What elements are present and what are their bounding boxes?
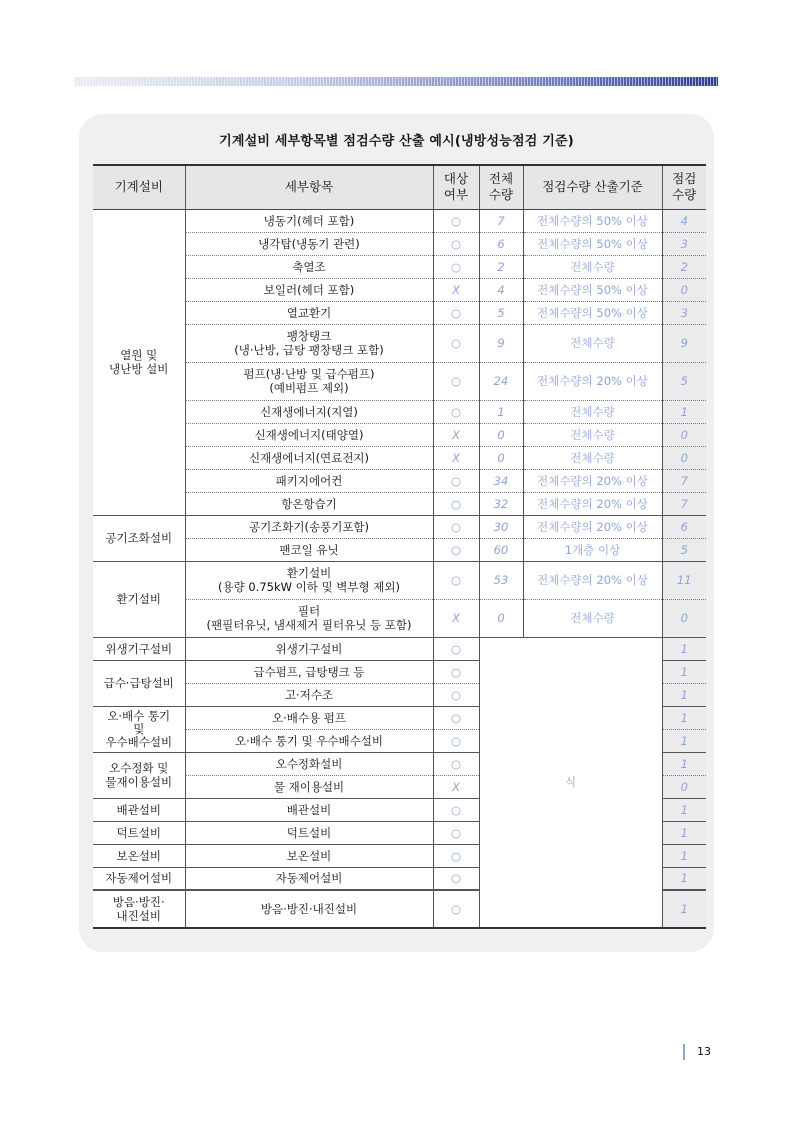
item-cell: 오·배수용 펌프 [185, 706, 433, 729]
basis-cell: 전체수량의 20% 이상 [523, 515, 662, 538]
target-cell: ○ [433, 752, 479, 775]
count-cell: 1 [662, 683, 706, 706]
count-cell: 1 [662, 637, 706, 660]
target-cell: X [433, 599, 479, 637]
target-cell: ○ [433, 255, 479, 278]
basis-cell: 전체수량의 50% 이상 [523, 278, 662, 301]
item-cell: 냉동기(헤더 포함) [185, 209, 433, 232]
target-cell: X [433, 423, 479, 446]
total-cell: 1 [479, 400, 523, 423]
total-cell: 9 [479, 324, 523, 362]
total-cell: 60 [479, 538, 523, 561]
count-cell: 1 [662, 890, 706, 928]
item-cell: 펌프(냉·난방 및 급수펌프) (예비펌프 제외) [185, 362, 433, 400]
count-cell: 4 [662, 209, 706, 232]
target-cell: ○ [433, 469, 479, 492]
item-cell: 급수펌프, 급탕탱크 등 [185, 660, 433, 683]
total-cell: 30 [479, 515, 523, 538]
page-number-bar [683, 1044, 685, 1060]
item-cell: 보온설비 [185, 844, 433, 867]
group-ventilation: 환기설비 [93, 561, 185, 637]
count-cell: 3 [662, 301, 706, 324]
item-cell: 패키지에어컨 [185, 469, 433, 492]
basis-cell: 1개층 이상 [523, 538, 662, 561]
total-cell: 34 [479, 469, 523, 492]
target-cell: ○ [433, 844, 479, 867]
header-item: 세부항목 [185, 165, 433, 209]
total-cell: 32 [479, 492, 523, 515]
count-cell: 5 [662, 362, 706, 400]
count-cell: 6 [662, 515, 706, 538]
group-sewage: 오수정화 및 물재이용설비 [93, 752, 185, 798]
target-cell: ○ [433, 821, 479, 844]
count-cell: 1 [662, 400, 706, 423]
target-cell: ○ [433, 561, 479, 599]
total-cell: 0 [479, 423, 523, 446]
table-title: 기계설비 세부항목별 점검수량 산출 예시(냉방성능점검 기준) [219, 134, 574, 149]
total-cell: 0 [479, 599, 523, 637]
item-cell: 신재생에너지(연료전지) [185, 446, 433, 469]
count-cell: 1 [662, 798, 706, 821]
item-cell: 배관설비 [185, 798, 433, 821]
count-cell: 11 [662, 561, 706, 599]
item-cell: 신재생에너지(지열) [185, 400, 433, 423]
basis-cell: 전체수량의 20% 이상 [523, 561, 662, 599]
target-cell: ○ [433, 867, 479, 890]
header-basis: 점검수량 산출기준 [523, 165, 662, 209]
item-cell: 오수정화설비 [185, 752, 433, 775]
basis-cell: 전체수량 [523, 400, 662, 423]
count-cell: 0 [662, 775, 706, 798]
count-cell: 1 [662, 867, 706, 890]
target-cell: X [433, 446, 479, 469]
item-cell: 팽창탱크 (냉·난방, 급탕 팽창탱크 포함) [185, 324, 433, 362]
count-cell: 3 [662, 232, 706, 255]
item-cell: 방음·방진·내진설비 [185, 890, 433, 928]
target-cell: ○ [433, 515, 479, 538]
target-cell: ○ [433, 324, 479, 362]
target-cell: ○ [433, 538, 479, 561]
count-cell: 0 [662, 446, 706, 469]
count-cell: 0 [662, 278, 706, 301]
basis-cell: 전체수량의 50% 이상 [523, 209, 662, 232]
group-heat-source: 열원 및 냉난방 설비 [93, 209, 185, 515]
target-cell: ○ [433, 492, 479, 515]
target-cell: X [433, 775, 479, 798]
item-cell: 항온항습기 [185, 492, 433, 515]
group-drainage: 오·배수 통기 및 우수배수설비 [93, 706, 185, 752]
count-cell: 9 [662, 324, 706, 362]
group-duct: 덕트설비 [93, 821, 185, 844]
group-automatic-control: 자동제어설비 [93, 867, 185, 890]
item-cell: 신재생에너지(태양열) [185, 423, 433, 446]
count-cell: 1 [662, 844, 706, 867]
count-cell: 0 [662, 599, 706, 637]
item-cell: 냉각탑(냉동기 관련) [185, 232, 433, 255]
target-cell: ○ [433, 798, 479, 821]
target-cell: ○ [433, 209, 479, 232]
item-cell: 고·저수조 [185, 683, 433, 706]
basis-cell: 전체수량 [523, 423, 662, 446]
header-count: 점검 수량 [662, 165, 706, 209]
total-cell: 6 [479, 232, 523, 255]
group-air-conditioning: 공기조화설비 [93, 515, 185, 561]
count-cell: 7 [662, 469, 706, 492]
total-cell: 53 [479, 561, 523, 599]
basis-cell: 전체수량의 20% 이상 [523, 362, 662, 400]
page-number: 13 [697, 1045, 711, 1058]
target-cell: ○ [433, 637, 479, 660]
count-cell: 1 [662, 660, 706, 683]
basis-cell: 전체수량 [523, 446, 662, 469]
target-cell: ○ [433, 729, 479, 752]
target-cell: ○ [433, 683, 479, 706]
group-insulation: 보온설비 [93, 844, 185, 867]
inspection-table [93, 164, 706, 929]
basis-cell: 전체수량의 50% 이상 [523, 301, 662, 324]
basis-cell: 전체수량 [523, 599, 662, 637]
target-cell: X [433, 278, 479, 301]
item-cell: 덕트설비 [185, 821, 433, 844]
count-cell: 1 [662, 752, 706, 775]
item-cell: 오·배수 통기 및 우수배수설비 [185, 729, 433, 752]
total-cell: 0 [479, 446, 523, 469]
target-cell: ○ [433, 706, 479, 729]
group-soundproofing: 방음·방진· 내진설비 [93, 890, 185, 928]
group-piping: 배관설비 [93, 798, 185, 821]
header-target: 대상 여부 [433, 165, 479, 209]
item-cell: 필터 (팬필터유닛, 냄새제거 필터유닛 등 포함) [185, 599, 433, 637]
total-cell: 7 [479, 209, 523, 232]
item-cell: 환기설비 (용량 0.75kW 이하 및 벽부형 제외) [185, 561, 433, 599]
item-cell: 팬코일 유닛 [185, 538, 433, 561]
basis-cell: 전체수량 [523, 324, 662, 362]
item-cell: 열교환기 [185, 301, 433, 324]
basis-cell: 전체수량의 20% 이상 [523, 492, 662, 515]
item-cell: 축열조 [185, 255, 433, 278]
item-cell: 물 재이용설비 [185, 775, 433, 798]
count-cell: 2 [662, 255, 706, 278]
item-cell: 위생기구설비 [185, 637, 433, 660]
count-cell: 1 [662, 821, 706, 844]
total-cell: 24 [479, 362, 523, 400]
header-total: 전체 수량 [479, 165, 523, 209]
target-cell: ○ [433, 301, 479, 324]
total-cell: 4 [479, 278, 523, 301]
count-cell: 1 [662, 706, 706, 729]
basis-cell: 전체수량의 20% 이상 [523, 469, 662, 492]
merged-basis-cell: 식 [479, 637, 662, 928]
target-cell: ○ [433, 362, 479, 400]
item-cell: 자동제어설비 [185, 867, 433, 890]
item-cell: 공기조화기(송풍기포함) [185, 515, 433, 538]
total-cell: 2 [479, 255, 523, 278]
basis-cell: 전체수량 [523, 255, 662, 278]
total-cell: 5 [479, 301, 523, 324]
group-water-supply: 급수·급탕설비 [93, 660, 185, 706]
target-cell: ○ [433, 890, 479, 928]
target-cell: ○ [433, 232, 479, 255]
header-equipment: 기계설비 [93, 165, 185, 209]
header-gradient-bar [74, 77, 718, 86]
basis-cell: 전체수량의 50% 이상 [523, 232, 662, 255]
target-cell: ○ [433, 400, 479, 423]
group-sanitary: 위생기구설비 [93, 637, 185, 660]
count-cell: 7 [662, 492, 706, 515]
item-cell: 보일러(헤더 포함) [185, 278, 433, 301]
target-cell: ○ [433, 660, 479, 683]
count-cell: 1 [662, 729, 706, 752]
count-cell: 5 [662, 538, 706, 561]
count-cell: 0 [662, 423, 706, 446]
